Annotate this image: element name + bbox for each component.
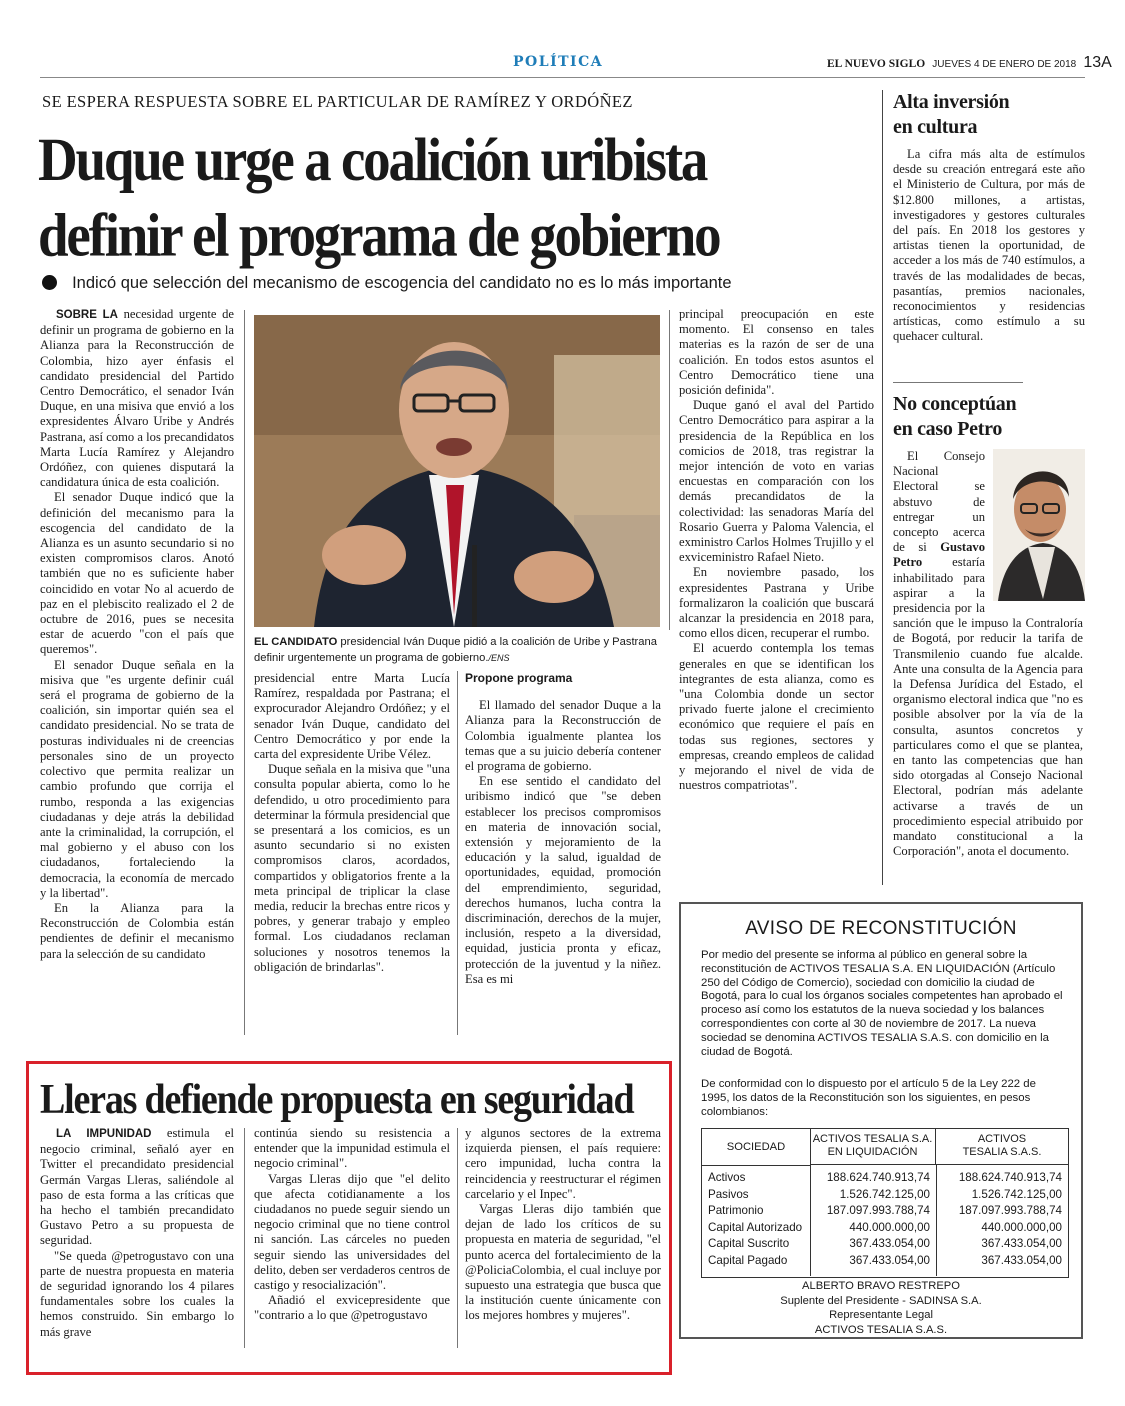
value-liquidacion: 367.433.054,00 <box>849 1237 930 1250</box>
article-headline <box>38 122 719 272</box>
paragraph: El llamado del senador Duque a la Alianza para la Reconstrucción de Colombia igualmente plantea los temas que a su juicio debería contener el programa de gobierno. <box>465 698 661 774</box>
table-row <box>702 1253 1068 1270</box>
value-sas: 440.000.000,00 <box>981 1220 1062 1234</box>
sidebar-2-text: El Consejo Nacional Electoral se abstuvo de entregar un concepto acerca de si <box>893 449 985 555</box>
sidebar-1-text <box>893 147 1085 375</box>
table-row <box>702 1187 1068 1204</box>
row-label: Patrimonio <box>708 1204 764 1217</box>
caption-text: presidencial Iván Duque pidió a la coalición de Uribe y Pastrana definir urgentemente un programa de gobierno. <box>254 636 657 664</box>
row-label: Capital Pagado <box>708 1253 788 1267</box>
paragraph: El acuerdo contempla los temas generales en que se identifican los integrantes de esta alianza, como es "una Colombia donde un sector privado fuerte jalone el crecimiento económico que requiere el país en todas sus regiones, sectores y empresas, creando empleos de calidad y mejorando el nivel de vida de nuestros compatriotas". <box>679 641 874 793</box>
section-label: POLÍTICA <box>513 54 604 70</box>
row-label: Capital Autorizado <box>708 1220 803 1234</box>
paragraph: estimula el negocio criminal, señaló ayer en Twitter el precandidato presidencial Germán Vargas Lleras, saliéndole al paso de esta forma a las críticas que ha hecho el también precandidato Gustavo Petro a su propuesta de seguridad. <box>40 1126 234 1248</box>
sidebar-divider <box>882 90 883 885</box>
paragraph: "Se queda @petrogustavo con una parte de nuestra propuesta en materia de seguridad ignorando los 4 pilares fundamentales sobre los cuales la hemos construido. Sin embargo lo más grave <box>40 1248 234 1339</box>
column-divider <box>669 310 670 630</box>
row-label: Activos <box>708 1171 746 1184</box>
value-sas: 187.097.993.788,74 <box>958 1204 1062 1217</box>
company-name: ACTIVOS TESALIA S.A.S. <box>814 1323 948 1336</box>
value-liquidacion: 1.526.742.125,00 <box>839 1187 930 1201</box>
paragraph: y algunos sectores de la extrema izquierda piensen, el país requiere: cero impunidad, lucha contra la reincidencia y reestructurar el régimen carcelario y el Inpec". <box>465 1126 661 1201</box>
paragraph: continúa siendo su resistencia a entender que la impunidad estimula el negocio criminal". <box>254 1126 450 1171</box>
article-column-1 <box>40 307 234 1037</box>
paragraph: En noviembre pasado, los expresidentes Pastrana y Uribe formalizaron la coalición que buscará alcanzar la presidencia en 2018 para, como ellos dicen, recuperar el rumbo. <box>679 565 874 641</box>
notice-paragraph-1: Por medio del presente se informa al público en general sobre la reconstitución de ACTIVOS TESALIA S.A. EN LIQUIDACIÓN (Artículo 250 del Código de Comercio), sociedad con domicilio la ciudad de Bogotá, para lo cual los órganos sociales competentes han aprobado el proceso así como los estatutos de la nueva sociedad y los balances correspondientes con corte al 30 de noviembre de 2017. La nueva sociedad se denomina ACTIVOS TESALIA S.A.S. con domicilio en la ciudad de Bogotá. <box>701 949 1063 1058</box>
sidebar-1-title <box>893 90 1009 140</box>
row-label: Pasivos <box>708 1187 749 1201</box>
photo-caption <box>254 634 664 666</box>
signer-role: Suplente del Presidente - SADINSA S.A. <box>780 1294 982 1307</box>
sidebar-rule <box>893 382 1023 383</box>
photo-illustration <box>254 315 660 627</box>
article-column-3 <box>465 671 661 1037</box>
sidebar-1-paragraph: La cifra más alta de estímulos desde su creación entregará este año el Ministerio de Cultura, por más de $12.800 millones, a artistas, investigadores y gestores culturales del país. En 2018 los gestores y artistas tienen la oportunidad, de acceder a los más de 740 estímulos, a través de las modalidades de becas, pasantías, premios nacionales, reconocimientos y residencias artísticas, como estímulo a su quehacer cultural. <box>893 147 1085 344</box>
paragraph: necesidad urgente de definir un programa de gobierno en la Alianza para la Reconstrucción de Colombia, hizo ayer énfasis el candidato presidencial del Partido Centro Democrático, el senador Iván Duque, en una misiva que envió a los expresidentes Álvaro Uribe y Andrés Pastrana, así como a los precandidatos Marta Lucía Ramírez y Alejandro Ordóñez, con quienes disputará la candidatura única de esta coalición. <box>40 307 234 490</box>
table-header-sociedad: SOCIEDAD <box>702 1129 811 1166</box>
issue-date: JUEVES 4 DE ENERO DE 2018 <box>932 59 1077 70</box>
paragraph: El senador Duque indicó que la definición del mecanismo para la escogencia del candidato de la Alianza es un asunto secundario si no existen compromisos claros. Anotó también que no es suficiente haber coincidido en votar No al acuerdo de paz en el plebiscito realizado el 2 de octubre de 2016, pues se necesita estar de acuerdo "con el país que queremos". <box>40 490 234 657</box>
lead-in: LA IMPUNIDAD <box>56 1128 152 1140</box>
notice-signature <box>681 1279 1081 1337</box>
sidebar-2-title-line-1: No conceptúan <box>893 393 1017 415</box>
header-rule <box>40 77 1085 78</box>
photo-credit: /ENS <box>488 653 510 663</box>
lleras-column-1 <box>40 1126 234 1351</box>
paragraph: Duque señala en la misiva que "una consulta popular abierta, como lo he defendido, u otro procedimiento para determinar la fórmula presidencial que se presentará a los comicios, es un asunto secundario si no existen compromisos claros, acordados, compartidos y obligatorios frente a la meta principal de triplicar la clase media, reducir la brechas entre ricos y pobres, y generar trabajo y empleo formal. Los ciudadanos reclaman soluciones y nosotros tenemos la obligación de brindarlas". <box>254 762 450 974</box>
article-column-4 <box>679 307 874 881</box>
header-line: EN LIQUIDACIÓN <box>827 1146 918 1158</box>
header-line: TESALIA S.A.S. <box>962 1146 1042 1158</box>
notice-title: AVISO DE RECONSTITUCIÓN <box>745 918 1017 939</box>
sidebar-1-title-line-2: en cultura <box>893 116 978 138</box>
signer-title: Representante Legal <box>829 1309 933 1321</box>
table-row <box>702 1203 1068 1220</box>
table-header-sas <box>936 1129 1068 1165</box>
candidate-photo <box>254 315 660 627</box>
column-divider <box>244 310 245 1035</box>
sidebar-2-text-wrap <box>893 449 1083 879</box>
column-divider <box>457 671 458 1035</box>
headline-line-2: definir el programa de gobierno <box>38 200 720 269</box>
sidebar-2-title <box>893 392 1016 442</box>
financial-table <box>702 1170 1068 1269</box>
value-liquidacion: 367.433.054,00 <box>849 1253 930 1267</box>
lleras-headline: Lleras defiende propuesta en seguridad <box>40 1076 634 1124</box>
table-row <box>702 1236 1068 1253</box>
value-liquidacion: 187.097.993.788,74 <box>826 1204 930 1217</box>
paragraph: Vargas Lleras dijo que "el delito que afecta cotidianamente a los ciudadanos no puede seguir siendo un negocio criminal que no tiene control ni sanción. Las cárceles no pueden seguir siendo las universidades del delito, deben ser verdaderos centros de castigo y resocialización". <box>254 1171 450 1293</box>
subheading: Propone programa <box>465 671 573 685</box>
bullet-icon <box>42 275 57 290</box>
sidebar-1-title-line-1: Alta inversión <box>893 91 1010 113</box>
masthead-info <box>827 52 1112 72</box>
lleras-column-2 <box>254 1126 450 1351</box>
value-sas: 367.433.054,00 <box>981 1237 1062 1250</box>
lead-in: SOBRE LA <box>56 309 118 321</box>
paper-name: EL NUEVO SIGLO <box>827 58 926 70</box>
sidebar-2-title-line-2: en caso Petro <box>893 418 1003 440</box>
signer-name: ALBERTO BRAVO RESTREPO <box>802 1280 960 1292</box>
value-sas: 367.433.054,00 <box>981 1253 1062 1267</box>
paragraph: presidencial entre Marta Lucía Ramírez, respaldada por Pastrana; el exprocurador Alejandro Ordóñez; y el senador Iván Duque, candidato del Centro Democrático y por ende la carta del expresidente Uribe Vélez. <box>254 671 450 762</box>
paragraph: En la Alianza para la Reconstrucción de Colombia están pendientes de definir el mecanismo para la selección de su candidato <box>40 900 234 961</box>
table-row <box>702 1170 1068 1187</box>
paragraph: El senador Duque señala en la misiva que "es urgente definir cuál será el programa de gobierno de la coalición, sin importar quién sea el candidato presidencial. No se trata de posturas individuales ni de creencias personales sino de un proyecto colectivo que permita realizar un cambio profundo que corrija el rumbo, responda a las exigencias ciudadanas y deje atrás la debilidad ante la criminalidad, la corrupción, el mal gobierno y el abuso con los ciudadanos, fortaleciendo la democracia, la economía de mercado y la libertad". <box>40 657 234 900</box>
column-divider <box>244 1128 245 1348</box>
header-line: ACTIVOS <box>977 1133 1027 1145</box>
paragraph: En ese sentido el candidato del uribismo indicó que "se deben establecer los precisos compromisos en materia de innovación social, extensión y mejoramiento de la educación y la salud, igualdad de oportunidades, equidad, promoción del emprendimiento, seguridad, derechos humanos, lucha contra la discriminación, derechos de la mujer, inclusión, respeto a la diversidad, equidad, justicia pronta y eficaz, protección de la juventud y la niñez. Esa es mi <box>465 774 661 986</box>
sidebar-2-text-cont: estaría inhabilitado para aspirar a la presidencia por la sanción que le impuso la Contraloría de Bogotá, por reducir la tarifa de Transmilenio cuando fue alcalde. Ante una consulta de la Agencia para la Defensa Jurídica del Estado, el organismo electoral indica que "no es posible absolver por la vía de la consulta, asuntos concretos y particulares como el que se plantea, en tanto las competencias que han sido otorgadas al Consejo Nacional Electoral, podrían más adelante activarse a través de un procedimiento especial atribuido por mandato constitucional a la Corporación", anota el documento. <box>893 555 1083 859</box>
value-liquidacion: 440.000.000,00 <box>849 1220 930 1234</box>
lleras-column-3 <box>465 1126 661 1351</box>
notice-paragraph-2: De conformidad con lo dispuesto por el artículo 5 de la Ley 222 de 1995, los datos de la Reconstitución son los siguientes, en pesos colombianos: <box>701 1078 1036 1118</box>
table-row <box>702 1220 1068 1237</box>
column-divider <box>457 1128 458 1348</box>
headline-line-1: Duque urge a coalición uribista <box>38 125 707 194</box>
financial-table-wrap <box>701 1128 1069 1278</box>
caption-lead: EL CANDIDATO <box>254 636 338 648</box>
article-deck <box>42 273 732 293</box>
article-column-2 <box>254 671 450 1037</box>
article-kicker: SE ESPERA RESPUESTA SOBRE EL PARTICULAR DE RAMÍREZ Y ORDÓÑEZ <box>42 92 633 111</box>
page-number: 13A <box>1083 54 1112 71</box>
paragraph: Añadió el exvicepresidente que "contrario a lo que @petrogustavo <box>254 1293 450 1323</box>
paragraph: Vargas Lleras dijo también que dejan de lado los críticos de su propuesta en materia de seguridad, "el punto acerca del fortalecimiento de la @PoliciaColombia, el cual incluye por supuesto una estrategia que busca que la institución cuente únicamente con los mejores hombres y mujeres". <box>465 1202 661 1323</box>
deck-text: Indicó que selección del mecanismo de escogencia del candidato no es lo más importante <box>72 274 732 292</box>
header-line: ACTIVOS TESALIA S.A. <box>812 1133 933 1145</box>
petro-name: Gustavo Petro <box>893 540 985 570</box>
paragraph: Duque ganó el aval del Partido Centro Democrático para aspirar a la presidencia de la República en los comicios de 2018, tras registrar la mejor intención de voto en varias encuestas en comparación con los demás precandidatos de la colectividad: las senadoras María del Rosario Guerra y Paloma Valencia, el exministro Carlos Holmes Trujillo y el exviceministro Rafael Nieto. <box>679 398 874 565</box>
value-sas: 188.624.740.913,74 <box>958 1171 1062 1184</box>
legal-notice <box>679 902 1083 1339</box>
table-header-liquidacion <box>810 1129 936 1165</box>
value-sas: 1.526.742.125,00 <box>971 1187 1062 1201</box>
paragraph: principal preocupación en este momento. El consenso en tales materias es la razón de ser de una coalición. En todos estos asuntos el Centro Democrático tiene una posición definida". <box>679 307 874 398</box>
row-label: Capital Suscrito <box>708 1237 790 1250</box>
value-liquidacion: 188.624.740.913,74 <box>826 1171 930 1184</box>
